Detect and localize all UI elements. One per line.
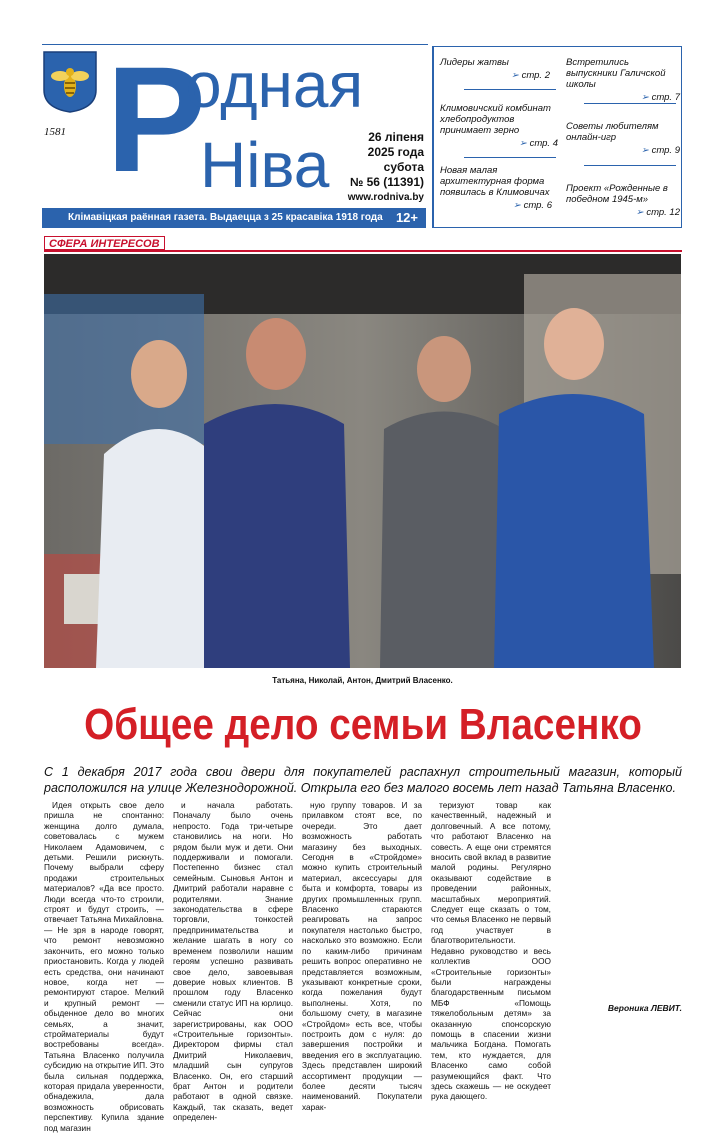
section-label: СФЕРА ИНТЕРЕСОВ [44,236,165,250]
teaser-item[interactable] [440,57,550,81]
teaser-title: Проект «Рожденные в победном 1945-м» [566,183,668,205]
age-rating: 12+ [395,210,418,225]
family-photo [44,254,681,668]
teaser-page: ➢ стр. 9 [641,145,680,156]
teaser-item[interactable] [566,121,680,156]
teaser-box [432,46,682,228]
teaser-title: Новая малая архитектурная форма появилась в Климовичах [440,165,550,198]
tagline-bar [42,208,426,228]
masthead-top-rule [42,44,428,45]
author-signature: Вероника ЛЕВИТ. [607,1003,682,1013]
column-text: Идея открыть свое дело пришла не спонтанно: женщина долго думала, советовалась с мужем Николаем Адамовичем, с детьми. Решили рискнуть. Почему выбрали сферу продажи строительных материалов? «Да все просто. Люди всегда что-то строили, строят и будут строить, — отвечает Татьяна Михайловна. — Не зря в народе говорят, что ремонт невозможно закончить, его можно только приостановить. Когда у людей есть средства, они начинают новое, когда нет — ремонтируют старое. Мелкий и крупный ремонт — обыденное дело во многих семьях, а значит, стройматериалы будут востребованы всегда». Татьяна Власенко получила субсидию на открытие ИП. Это была сильная поддержка, которая придала уверенности, обнадежила, дала возможность обрисовать перспективу. Купила здание под магазин [44,800,164,1133]
teaser-title: Лидеры жатвы [440,57,509,68]
issue-number: № 56 (11391) [349,175,424,189]
teaser-divider [584,103,676,104]
column-text: ную группу товаров. И за прилавком стоят все, по очереди. Это дает возможность работать магазину без выходных. Сегодня в «Стройдоме» можно купить строительный материал, аксессуары для быта и комфорта, товары из других промышленных групп. Власенко стараются реагировать на запрос покупателя настолько быстро, насколько это возможно. Если по каким-либо причинам решить вопрос оперативно не представляется возможным, указывают конкретные сроки, когда пожелания будут выполнены. Хотя, по большому счету, в магазине «Стройдом» есть все, чтобы построить дом с нуля: до завершения постройки и введения его в эксплуатацию. Здесь представлен широкий ассортимент продукции — более десяти тысяч наименований. Покупатели харак- [302,800,422,1112]
article-column [302,800,422,1112]
teaser-divider [584,165,676,166]
teaser-divider [464,89,556,90]
issue-weekday: субота [383,160,424,174]
teaser-page: ➢ стр. 7 [641,92,680,103]
tagline-text: Клімавіцкая раённая газета. Выдаецца з 25 красавіка 1918 года [68,212,383,223]
issue-year: 2025 года [367,145,424,159]
teaser-page: ➢ стр. 6 [513,200,552,211]
article-column [173,800,293,1123]
teaser-item[interactable] [566,183,680,218]
teaser-title: Климовичский комбинат хлебопродуктов принимает зерно [440,103,551,136]
teaser-page: ➢ стр. 12 [636,207,680,218]
teaser-title: Советы любителям онлайн-игр [566,121,659,143]
column-text: и начала работать. Поначалу было очень непросто. Года три-четыре становились на ноги. Но рядом были муж и дети. Они поддерживали и помогали. Постепенно бизнес стал семейным. Сыновья Антон и Дмитрий работали наравне с родителями. Знание законодательства в сфере торговли, тонкостей предпринимательства и желание шагать в ногу со временем позволили нашим героям успешно развивать свое дело, завоевывая доверие новых клиентов. В прошлом году Власенко сменили статус ИП на юрлицо. Сейчас они зарегистрированы, как ООО «Строительные горизонты». Директором фирмы стал Дмитрий Николаевич, младший сын супругов Власенко. Он, его старший брат Антон и родители работают в одной связке. Каждый, так сказать, ведет определен- [173,800,293,1123]
logo-line-2: Ніва [200,129,330,201]
bee-crest-icon [42,50,98,114]
photo-caption: Татьяна, Николай, Антон, Дмитрий Власенко. [272,676,453,685]
teaser-item[interactable] [566,57,680,103]
teaser-page: ➢ стр. 4 [519,138,558,149]
column-text: теризуют товар как качественный, надежный и долговечный. А все потому, что работают Власенко на совесть. А еще они стремятся вносить свой вклад в развитие малой родины. Регулярно оказывают содействие в проведении районных, масштабных мероприятий. Следует еще сказать о том, что семья Власенко не первый год участвует в благотворительности. Недавно руководство и весь коллектив ООО «Строительные горизонты» были награждены благодарственным письмом МБФ «Помощь тяжелобольным детям» за оказанную спонсорскую помощь в спасении жизни мальчика Богдана. Помогать тем, кто нуждается, для Власенко само собой разумеющийся факт. Что здесь скажешь — не оскудеет рука дающего. [431,800,551,1102]
teaser-divider [464,157,556,158]
logo-letter: Р [106,35,203,203]
teaser-title: Встретились выпускники Галичской школы [566,57,666,90]
teaser-item[interactable] [440,165,552,211]
article-headline: Общее дело семьи Власенко [84,700,642,749]
issue-date: 26 ліпеня [368,130,424,144]
issue-info [300,130,424,205]
logo-line-1: одная [186,49,364,121]
article-body [44,800,682,1133]
site-url[interactable]: www.rodniva.by [347,192,424,203]
teaser-page: ➢ стр. 2 [511,70,550,81]
teaser-item[interactable] [440,103,558,149]
founded-year: 1581 [44,126,66,138]
article-lead: С 1 декабря 2017 года свои двери для покупателей распахнул строительный магазин, который расположился на улице Железнодорожной. Открыла его без малого восемь лет назад Татьяна Власенко. [44,765,682,795]
article-column [44,800,164,1133]
article-column [431,800,551,1102]
